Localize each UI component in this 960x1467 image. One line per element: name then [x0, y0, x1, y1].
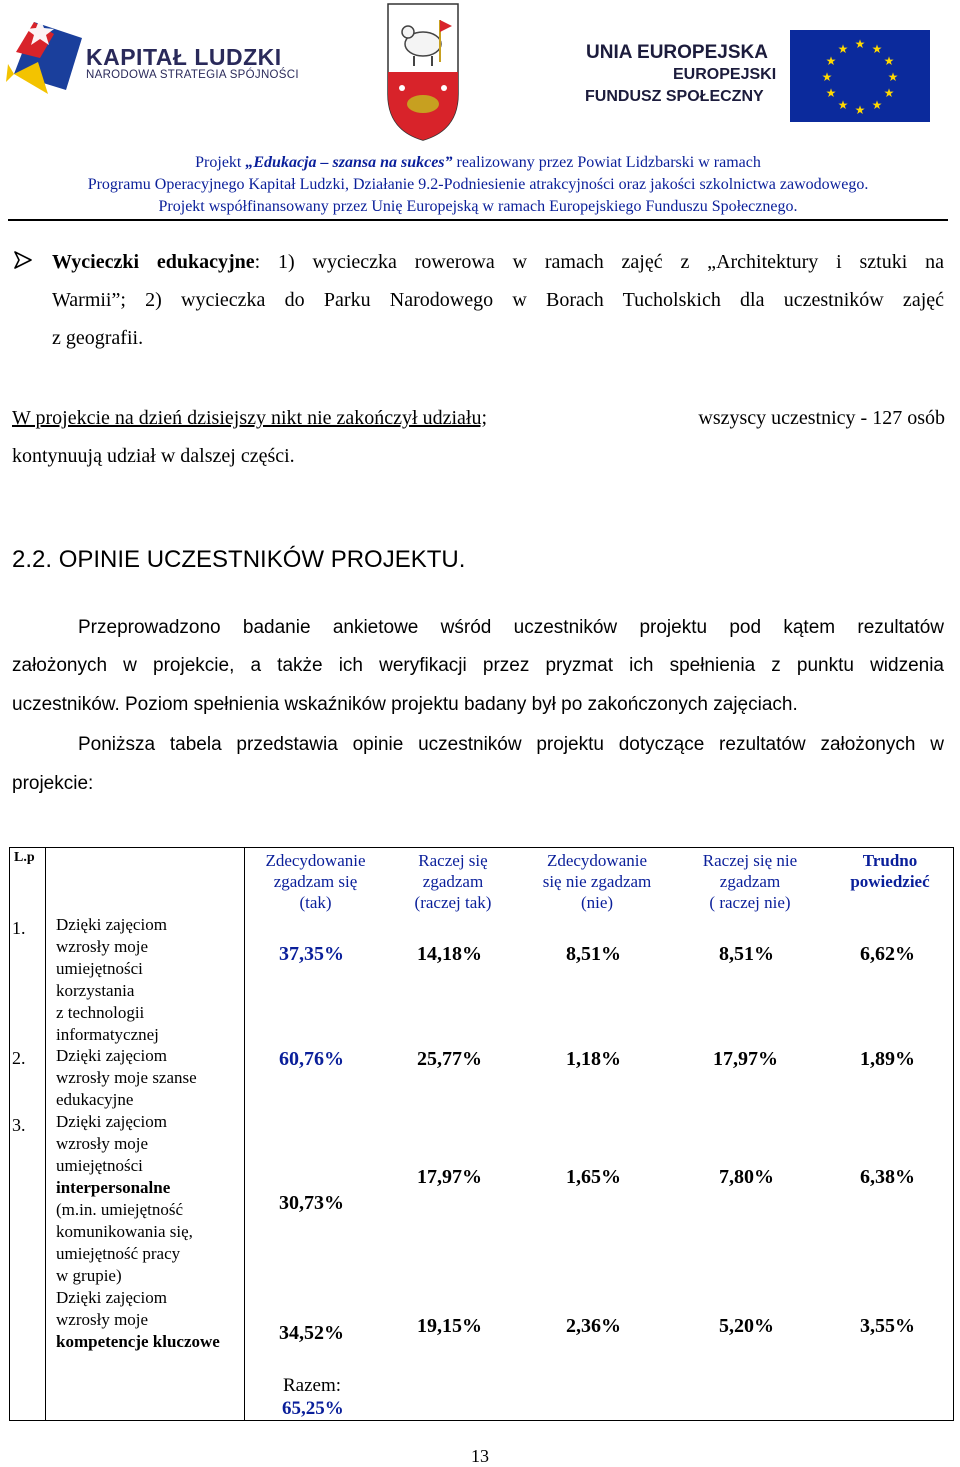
- header-line-1: [8, 154, 948, 172]
- paragraph-2-line-1: Poniższa tabela przedstawia opinie uczestników projektu dotyczące rezultatów założonych w: [78, 734, 944, 755]
- eu-logo-line3: FUNDUSZ SPOŁECZNY: [585, 88, 764, 105]
- svg-text:★: ★: [837, 42, 849, 56]
- desc-line: (m.in. umiejętność: [56, 1200, 184, 1219]
- table-header-text: (tak): [299, 893, 332, 912]
- table-total-label: Razem:: [283, 1375, 342, 1396]
- table-header-text: się nie zgadzam: [542, 872, 652, 891]
- table-row-3-number: 3.: [12, 1115, 26, 1135]
- participation-underlined-text: W projekcie na dzień dzisiejszy nikt nie zakończył udziału;: [12, 407, 488, 429]
- table-header-text: powiedzieć: [850, 872, 930, 891]
- participation-line-2: kontynuują udział w dalszej części.: [12, 445, 295, 467]
- table-row-3b-value-strongly-disagree: 2,36%: [566, 1315, 621, 1337]
- table-row-1-value-rather-disagree: 8,51%: [719, 943, 774, 965]
- desc-line: edukacyjne: [56, 1090, 134, 1109]
- table-header-text: (raczej tak): [414, 893, 492, 912]
- table-row-2-description: [56, 1045, 197, 1111]
- table-header-text: ( raczej nie): [709, 893, 791, 912]
- kapital-ludzki-logo-icon: [4, 12, 84, 104]
- header-line-1-pre: Projekt: [195, 154, 246, 171]
- table-row-3b-value-hard-to-say: 3,55%: [860, 1315, 915, 1337]
- table-row-3a-value-strongly-disagree: 1,65%: [566, 1166, 621, 1188]
- svg-text:★: ★: [883, 86, 895, 100]
- section-heading: 2.2. OPINIE UCZESTNIKÓW PROJEKTU.: [12, 546, 466, 573]
- excursions-line-1: [52, 252, 944, 272]
- table-lp-header: L.p: [14, 850, 35, 865]
- desc-line: Dzięki zajęciom: [56, 915, 167, 934]
- table-header-text: Raczej się nie: [702, 851, 798, 870]
- svg-text:★: ★: [871, 98, 883, 112]
- table-row-2-value-hard-to-say: 1,89%: [860, 1048, 915, 1070]
- desc-line: wzrosły moje: [56, 1310, 149, 1329]
- desc-line: wzrosły moje: [56, 1134, 149, 1153]
- table-total-value: 65,25%: [282, 1398, 344, 1419]
- excursions-label: Wycieczki edukacyjne: [52, 251, 255, 273]
- table-row-1-value-hard-to-say: 6,62%: [860, 943, 915, 965]
- eu-flag-icon: [790, 30, 930, 122]
- table-header-text: (nie): [580, 893, 614, 912]
- excursions-line-3: z geografii.: [52, 327, 144, 349]
- desc-line: umiejętność pracy: [56, 1244, 181, 1263]
- desc-line: wzrosły moje szanse: [56, 1068, 197, 1087]
- county-coat-of-arms-icon: [386, 2, 460, 142]
- table-row-1-description: [56, 914, 167, 1046]
- table-header-text: Zdecydowanie: [546, 851, 648, 870]
- svg-text:★: ★: [837, 98, 849, 112]
- table-col-divider: [45, 847, 46, 1421]
- header-line-2: Programu Operacyjnego Kapitał Ludzki, Działanie 9.2-Podniesienie atrakcyjności oraz jakości szkolnictwa zawodowego.: [87, 176, 869, 193]
- table-row-2-number: 2.: [12, 1048, 26, 1068]
- arrow-bullet-icon: [12, 249, 34, 271]
- header-divider: [8, 219, 948, 221]
- header-line-3: Projekt współfinansowany przez Unię Europejską w ramach Europejskiego Funduszu Społecznego.: [158, 198, 798, 215]
- svg-text:★: ★: [854, 103, 866, 117]
- table-row-3b-description: [56, 1287, 220, 1353]
- kl-logo-subtitle: NARODOWA STRATEGIA SPÓJNOŚCI: [86, 69, 299, 81]
- svg-text:★: ★: [887, 70, 899, 84]
- desc-line: informatycznej: [56, 1025, 159, 1044]
- table-header-text: zgadzam: [422, 872, 484, 891]
- table-row-3b-value-strongly-agree: 34,52%: [279, 1322, 344, 1344]
- table-header-rather-agree: [388, 850, 518, 913]
- eu-logo-line1: UNIA EUROPEJSKA: [586, 42, 768, 63]
- table-header-text: Zdecydowanie: [265, 851, 366, 870]
- table-row-2-value-strongly-disagree: 1,18%: [566, 1048, 621, 1070]
- desc-line: kompetencje kluczowe: [56, 1332, 220, 1351]
- desc-line: Dzięki zajęciom: [56, 1112, 167, 1131]
- excursions-line-2: Warmii”; 2) wycieczka do Parku Narodowego w Borach Tucholskich dla uczestników zajęć: [52, 289, 944, 311]
- svg-text:★: ★: [821, 70, 833, 84]
- desc-line: wzrosły moje: [56, 937, 149, 956]
- table-header-hard-to-say: [826, 850, 954, 892]
- excursions-line-1-text: : 1) wycieczka rowerowa w ramach zajęć z „Architektury i sztuki na: [254, 251, 944, 273]
- table-header-strongly-agree: [248, 850, 383, 913]
- table-row-3a-value-hard-to-say: 6,38%: [860, 1166, 915, 1188]
- desc-line: Dzięki zajęciom: [56, 1288, 167, 1307]
- table-row-1-value-rather-agree: 14,18%: [417, 943, 482, 965]
- table-row-1-number: 1.: [12, 918, 26, 938]
- table-header-text: zgadzam się: [273, 872, 358, 891]
- page-number: 13: [471, 1446, 489, 1466]
- svg-text:★: ★: [825, 54, 837, 68]
- svg-text:★: ★: [871, 42, 883, 56]
- table-row-1-value-strongly-agree: 37,35%: [279, 943, 344, 965]
- table-row-3b-value-rather-agree: 19,15%: [417, 1315, 482, 1337]
- table-row-3a-value-strongly-agree: 30,73%: [279, 1192, 344, 1214]
- table-row-3a-description: [56, 1111, 193, 1287]
- eu-logo-line2: EUROPEJSKI: [673, 66, 777, 83]
- paragraph-1-line-2: założonych w projekcie, a także ich weryfikacji przez pryzmat ich spełnienia z punktu widzenia: [12, 655, 944, 676]
- table-row-2-value-rather-disagree: 17,97%: [713, 1048, 778, 1070]
- table-row-2-value-strongly-agree: 60,76%: [279, 1048, 344, 1070]
- table-row-1-value-strongly-disagree: 8,51%: [566, 943, 621, 965]
- desc-line: umiejętności: [56, 959, 143, 978]
- desc-line: umiejętności: [56, 1156, 143, 1175]
- desc-line: korzystania: [56, 981, 135, 1000]
- desc-line: z technologii: [56, 1003, 145, 1022]
- table-header-text: Raczej się: [418, 851, 488, 870]
- project-title: „Edukacja – szansa na sukces”: [245, 154, 453, 171]
- header-line-1-post: realizowany przez Powiat Lidzbarski w ramach: [452, 154, 761, 171]
- table-header-strongly-disagree: [522, 850, 672, 913]
- desc-line: Dzięki zajęciom: [56, 1046, 167, 1065]
- table-row-3a-value-rather-disagree: 7,80%: [719, 1166, 774, 1188]
- svg-text:★: ★: [825, 86, 837, 100]
- desc-line: interpersonalne: [56, 1178, 171, 1197]
- table-header-rather-disagree: [680, 850, 820, 913]
- paragraph-2-line-2: projekcie:: [12, 773, 94, 794]
- desc-line: komunikowania się,: [56, 1222, 193, 1241]
- svg-text:★: ★: [854, 37, 866, 51]
- table-header-text: zgadzam: [719, 872, 781, 891]
- table-row-2-value-rather-agree: 25,77%: [417, 1048, 482, 1070]
- participation-underlined: [12, 408, 487, 428]
- kl-logo-name: KAPITAŁ LUDZKI: [86, 44, 282, 70]
- table-col-divider: [244, 847, 245, 1421]
- table-row-3a-value-rather-agree: 17,97%: [417, 1166, 482, 1188]
- table-header-text: Trudno: [862, 851, 918, 870]
- table-row-3b-value-rather-disagree: 5,20%: [719, 1315, 774, 1337]
- paragraph-1-line-3: uczestników. Poziom spełnienia wskaźników projektu badany był po zakończonych zajęciach.: [12, 694, 798, 715]
- participation-rest: wszyscy uczestnicy - 127 osób: [698, 407, 945, 429]
- paragraph-1-line-1: Przeprowadzono badanie ankietowe wśród uczestników projektu pod kątem rezultatów: [78, 617, 944, 638]
- desc-line: w grupie): [56, 1266, 122, 1285]
- svg-text:★: ★: [883, 54, 895, 68]
